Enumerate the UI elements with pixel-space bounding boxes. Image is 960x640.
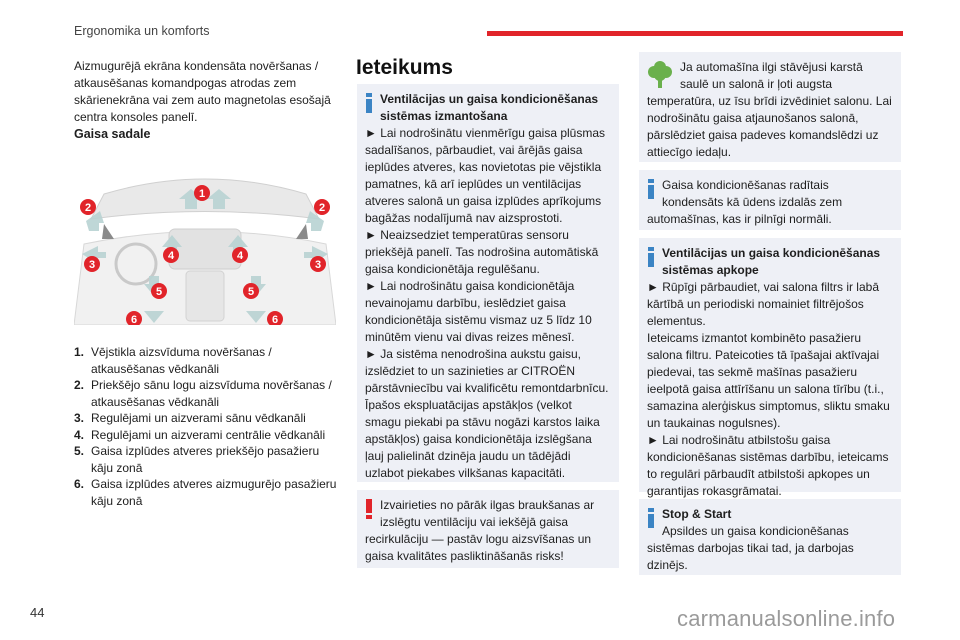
maintenance-box [639,238,901,498]
condensate-box [639,170,901,230]
callout-label: 1 [198,188,206,200]
box-paragraph: ► Ja sistēma nenodrošina aukstu gaisu, izslēdziet to un sazinieties ar CITROËN pārstāvniecību vai kvalificētu remontdarbnīcu. [365,347,609,395]
watermark: carmanualsonline.info [677,606,896,631]
column-left [74,58,344,509]
callout-label: 3 [314,259,322,271]
air-distribution-heading: Gaisa sadale [74,127,151,141]
legend-text: Vējstikla aizsvīduma novēršanas / atkausēšanas vēdkanāli [91,345,272,376]
legend-number: 4. [74,427,85,442]
hot-car-text: Ja automašīna ilgi stāvējusi karstā saulē un salonā ir ļoti augsta temperatūra, uz īsu brīdi izvēdiniet salonu. Lai nodrošinātu gaisa atjaunošanos salonā, pārslēdziet gaisa padeves komandslēdzi uz attiecīgo iedaļu. [647,60,892,159]
legend-item [74,476,344,509]
info-icon [647,179,655,199]
callout-label: 2 [84,202,92,214]
legend-text: Gaisa izplūdes atveres priekšējo pasažieru kāju zonā [91,444,320,475]
box-title: Ventilācijas un gaisa kondicionēšanas sistēmas izmantošana [380,92,599,123]
info-icon [365,93,373,113]
stop-start-box [639,499,901,575]
legend-text: Regulējami un aizverami sānu vēdkanāli [91,411,306,425]
ventilation-usage-box [357,84,619,482]
legend-number: 1. [74,345,85,359]
box-paragraph: ► Rūpīgi pārbaudiet, vai salona filtrs ir labā kārtībā un periodiski nomainiet filtrējošos elementus. [647,280,879,328]
legend-text: Priekšējo sānu logu aizsvīduma novēršanas / atkausēšanas vēdkanāli [91,378,332,409]
box-paragraph: ► Neaizsedziet temperatūras sensoru priekšējā panelī. Tas nodrošina automātiskā gaisa kondicionētāja regulēšanu. [365,228,599,276]
stop-start-text: Apsildes un gaisa kondicionēšanas sistēmas darbojas tikai tad, ja darbojas dzinējs. [647,524,854,572]
callout-label: 2 [318,202,326,214]
legend-number: 3. [74,411,85,425]
callout-label: 4 [236,250,244,262]
legend-text: Regulējami un aizverami centrālie vēdkanāli [91,427,326,442]
box-paragraph: ► Lai nodrošinātu atbilstošu gaisa kondicionēšanas sistēmas darbību, ieteicams to regulāri pārbaudīt atbilstoši apkopes un garantijas rokasgrāmatai. [647,433,889,498]
callout-label: 6 [271,314,279,325]
legend-list [74,344,344,509]
callout-label: 5 [247,286,255,298]
callout-label: 6 [130,314,138,325]
box-title: Stop & Start [662,507,732,521]
callout-label: 5 [155,286,163,298]
warning-box [357,490,619,568]
box-paragraph: Ieteicams izmantot kombinēto pasažieru salona filtru. Pateicoties tā īpašajai aktīvajai piedevai, tas sekmē mašīnas pasažieru ieelpotā gaisa attīrīšanu un salona tīrību (t.i., samazina alerģiskus simptomus, sliktu smaku un taukainas nogulsnes). [647,331,890,430]
legend-item [74,410,344,427]
hot-car-box [639,52,901,162]
box-paragraph: ► Lai nodrošinātu vienmērīgu gaisa plūsmas sadalīšanos, pārbaudiet, vai ārējās gaisa ieplūdes atveres, kas novietotas pie vējstikla pamatnes, kā arī ieplūdes un ventilācijas atveres salonā un gaisa izplūdes aprīkojums bagāžas nodalījumā nav aizsprostoti. [365,126,606,225]
legend-item [74,344,344,377]
info-icon [647,247,655,267]
legend-text: Gaisa izplūdes atveres aizmugurējo pasažieru kāju zonā [91,477,337,508]
callout-label: 4 [167,250,175,262]
box-paragraph: Īpašos ekspluatācijas apstākļos (velkot smagu piekabi pa stāvu nogāzi karstos laika apstākļos) gaisa kondicionētāja izslēgšana ļauj palielināt dzinēja jaudu un tādējādi uzlabot piekabes vilkšanas kapacitāti. [365,398,600,480]
legend-number: 6. [74,477,85,491]
recommendation-heading: Ieteikums [356,56,453,79]
intro-paragraph: Aizmugurējā ekrāna kondensāta novēršanas / atkausēšanas komandpogas atrodas zem skārienekrāna vai zem auto magnetolas esošajā centra konsoles panelī. [74,59,331,124]
page-number: 44 [30,605,45,620]
box-title: Ventilācijas un gaisa kondicionēšanas sistēmas apkope [662,246,881,277]
eco-tree-icon [647,61,673,89]
legend-item [74,427,344,444]
legend-item [74,377,344,410]
box-paragraph: ► Lai nodrošinātu gaisa kondicionētāja nevainojamu darbību, ieslēdziet gaisa kondicionētāja sistēmu vismaz uz 5 līdz 10 minūtēm vienu vai divas reizes mēnesī. [365,279,592,344]
section-title: Ergonomika un komforts [74,24,210,38]
legend-item [74,443,344,476]
callout-label: 3 [88,259,96,271]
warning-icon [365,499,373,519]
warning-text: Izvairieties no pārāk ilgas braukšanas ar izslēgtu ventilāciju vai iekšējā gaisa recirkulāciju — pastāv logu aizsvīšanas un gaisa kvalitātes pasliktināšanās risks! [365,498,595,563]
header-accent-bar [487,31,903,36]
info-icon [647,508,655,528]
condensate-text: Gaisa kondicionēšanas radītais kondensāts kā ūdens izdalās zem automašīnas, kas ir pilnīgi normāli. [647,178,843,226]
air-distribution-diagram [74,159,336,325]
legend-number: 2. [74,378,85,392]
legend-number: 5. [74,444,85,458]
